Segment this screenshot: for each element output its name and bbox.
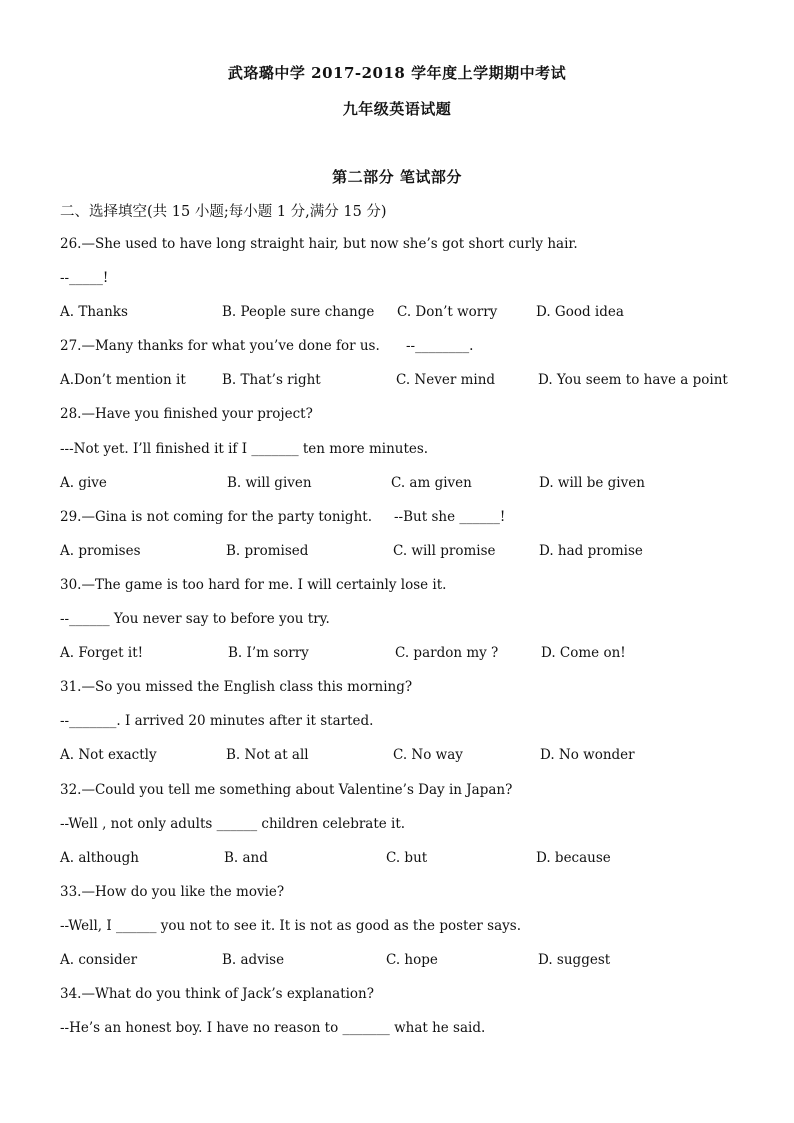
- question-stem: [60, 883, 750, 917]
- option-c: C. will promise: [393, 542, 496, 559]
- question-reply: [60, 917, 750, 951]
- option-a: A. Thanks: [60, 304, 128, 321]
- question-32-reply: --Well , not only adults ______ children celebrate it.: [60, 815, 406, 832]
- option-row: [60, 303, 750, 337]
- option-d: D. Come on!: [541, 645, 626, 662]
- option-row: [60, 951, 750, 985]
- question-31-reply: --_______. I arrived 20 minutes after it started.: [60, 713, 374, 730]
- question-29-stem: 29.—Gina is not coming for the party tonight.: [60, 508, 372, 525]
- question-stem: [60, 337, 750, 371]
- option-a: A. Forget it!: [60, 645, 144, 662]
- question-30-reply: --______ You never say to before you try.: [60, 611, 330, 628]
- question-reply: [60, 610, 750, 644]
- question-stem: [60, 235, 750, 269]
- option-a: A. promises: [60, 542, 141, 559]
- option-b: B. I’m sorry: [228, 645, 309, 662]
- option-row: [60, 849, 750, 883]
- question-reply: [60, 440, 750, 474]
- option-d: D. will be given: [539, 474, 645, 491]
- question-34-stem: 34.—What do you think of Jack’s explanation?: [60, 986, 374, 1003]
- option-c: C. but: [386, 849, 428, 866]
- option-c: C. pardon my ?: [395, 645, 499, 662]
- question-stem: [60, 781, 750, 815]
- question-31-stem: 31.—So you missed the English class this morning?: [60, 679, 413, 696]
- option-d: D. No wonder: [540, 747, 635, 764]
- question-stem: [60, 576, 750, 610]
- question-stem: [60, 985, 750, 1019]
- question-reply: [60, 712, 750, 746]
- question-26-stem: 26.—She used to have long straight hair, but now she’s got short curly hair.: [60, 236, 578, 252]
- option-b: B. and: [224, 849, 268, 866]
- option-row: [60, 644, 750, 678]
- option-b: B. Not at all: [226, 747, 309, 764]
- subject-title: 九年级英语试题: [342, 100, 452, 118]
- question-stem: [60, 405, 750, 439]
- option-d: D. Good idea: [536, 304, 624, 321]
- question-stem: [60, 678, 750, 712]
- option-c: C. Never mind: [396, 372, 496, 389]
- option-row: [60, 542, 750, 576]
- question-33-stem: 33.—How do you like the movie?: [60, 883, 285, 900]
- question-28-reply: ---Not yet. I’ll finished it if I _______ ten more minutes.: [60, 440, 429, 457]
- question-reply: [60, 1019, 750, 1053]
- option-d: D. because: [536, 849, 611, 866]
- section-heading: 二、选择填空(共 15 小题;每小题 1 分,满分 15 分): [60, 204, 387, 220]
- school-exam-title: 武珞璐中学 2017-2018 学年度上学期期中考试: [227, 64, 567, 82]
- option-a: A.Don’t mention it: [60, 372, 186, 389]
- option-d: D. You seem to have a point: [538, 372, 728, 389]
- option-b: B. That’s right: [222, 372, 321, 389]
- option-c: C. No way: [393, 747, 463, 764]
- question-34-reply: --He’s an honest boy. I have no reason to _______ what he said.: [60, 1020, 486, 1037]
- option-row: [60, 746, 750, 780]
- option-c: C. hope: [386, 951, 438, 968]
- option-b: B. promised: [226, 542, 309, 559]
- question-28-stem: 28.—Have you finished your project?: [60, 406, 313, 423]
- question-stem: [60, 508, 750, 542]
- option-b: B. will given: [227, 474, 312, 491]
- option-a: A. consider: [60, 951, 138, 968]
- question-27-reply: --________.: [406, 338, 474, 355]
- question-26-reply: --_____!: [60, 270, 109, 287]
- question-32-stem: 32.—Could you tell me something about Valentine’s Day in Japan?: [60, 781, 513, 798]
- option-row: [60, 474, 750, 508]
- question-29-reply: --But she ______!: [394, 508, 506, 525]
- question-reply: [60, 269, 750, 303]
- option-a: A. give: [60, 474, 107, 491]
- question-reply: [60, 815, 750, 849]
- option-b: B. advise: [222, 951, 285, 968]
- option-c: C. Don’t worry: [397, 304, 498, 321]
- option-a: A. Not exactly: [60, 747, 157, 764]
- question-33-reply: --Well, I ______ you not to see it. It is not as good as the poster says.: [60, 917, 521, 934]
- question-30-stem: 30.—The game is too hard for me. I will certainly lose it.: [60, 576, 447, 593]
- option-a: A. although: [60, 849, 139, 866]
- option-d: D. suggest: [538, 951, 611, 968]
- option-c: C. am given: [391, 474, 472, 491]
- option-row: [60, 371, 750, 405]
- question-27-stem: 27.—Many thanks for what you’ve done for us.: [60, 338, 380, 355]
- option-d: D. had promise: [539, 542, 643, 559]
- option-b: B. People sure change: [222, 304, 375, 321]
- part-title: 第二部分 笔试部分: [332, 168, 462, 186]
- question-list: [60, 235, 750, 1053]
